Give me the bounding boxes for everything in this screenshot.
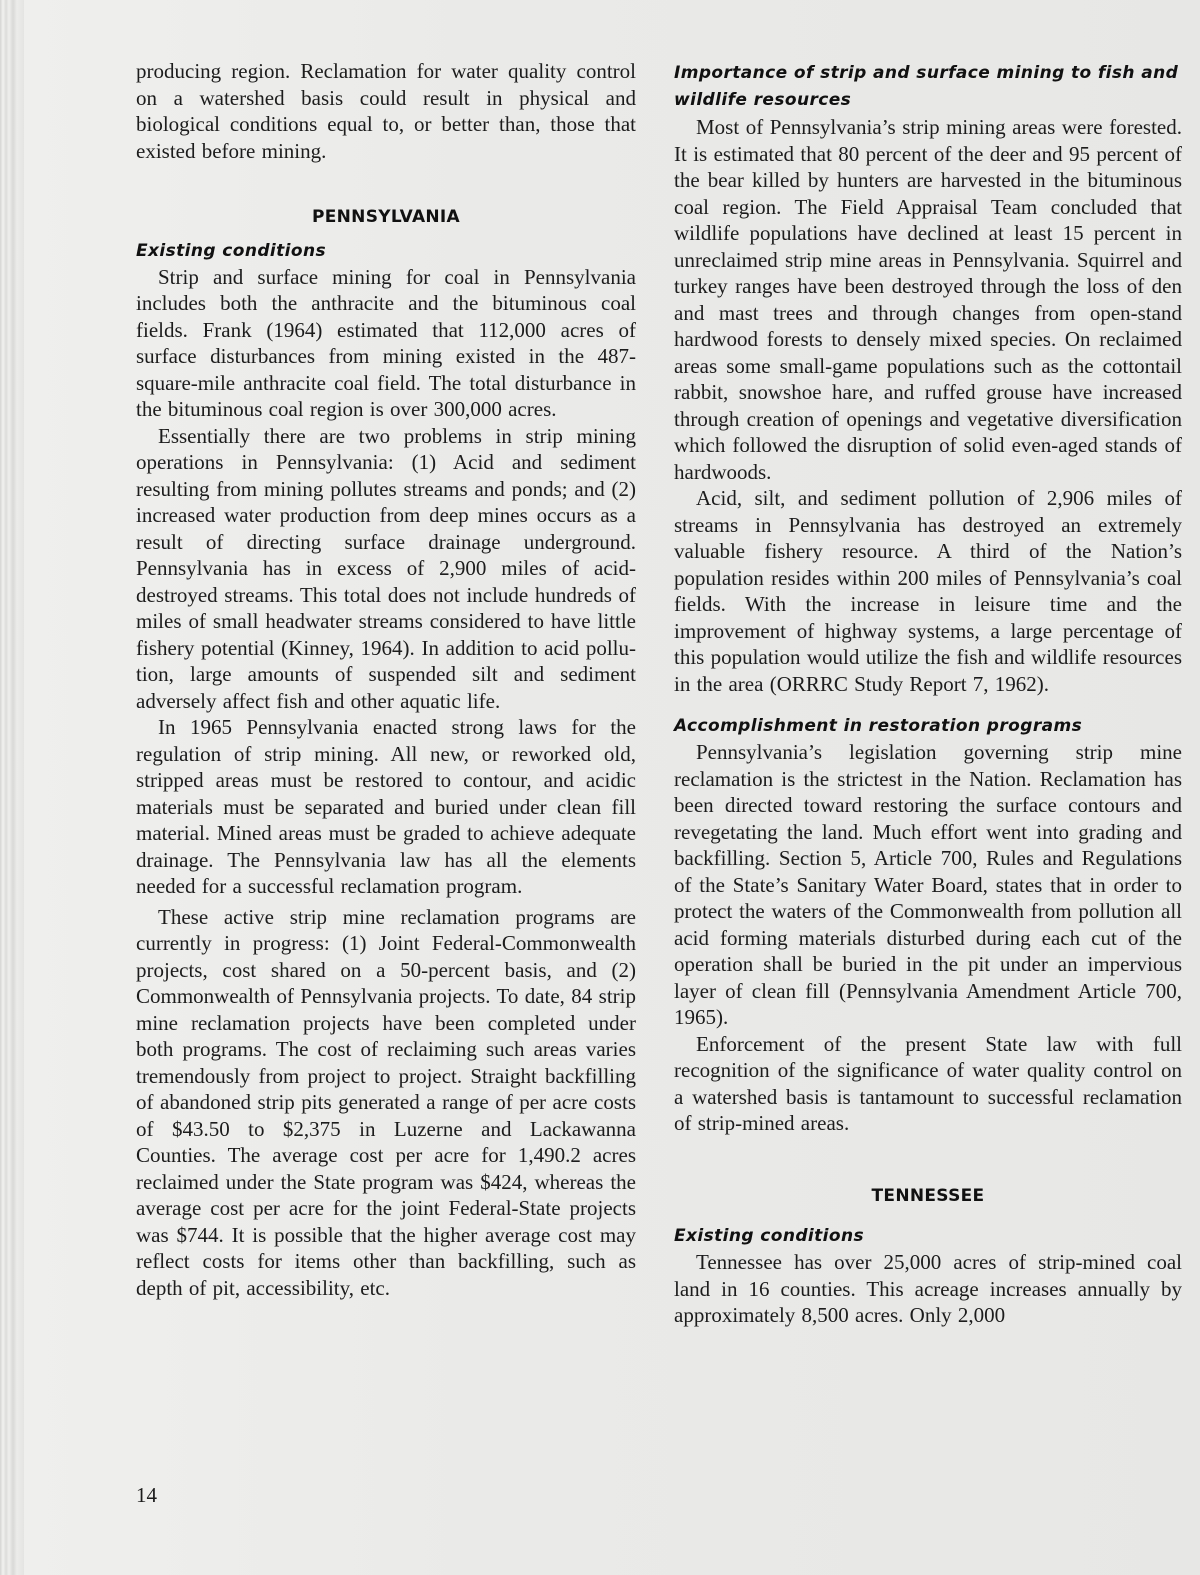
paragraph: Essentially there are two problems in strip mining operations in Pennsylvania: (1) Acid and sediment resulting from mining pollutes streams and ponds; and (2) increased water production from deep mines occurs as a result of directing surface drainage underground. Pennsylvania has in excess of 2,900 miles of acid-destroyed streams. This total does not include hundreds of miles of small headwater streams considered to have little fishery potential (Kinney, 1964). In addition to acid pollution, large amounts of suspended silt and sediment adversely affect fish and other aquatic life. bbox=[136, 423, 636, 713]
right-column bbox=[674, 60, 1182, 1329]
subheading-existing-conditions: Existing conditions bbox=[136, 240, 326, 261]
subheading-importance-fish-wildlife: Importance of strip and surface mining to fish and wildlife resources bbox=[674, 63, 1179, 110]
left-column bbox=[136, 58, 636, 1301]
state-heading-tennessee: TENNESSEE bbox=[871, 1185, 985, 1206]
opening-paragraph: producing region. Reclamation for water quality control on a watershed basis could result in physical and biological conditions equal to, or better than, those that existed before mining. bbox=[136, 59, 636, 163]
subheading-existing-conditions-tennessee: Existing conditions bbox=[674, 1226, 864, 1246]
subheading-accomplishment-restoration: Accomplishment in restoration programs bbox=[674, 716, 1083, 736]
paragraph: These active strip mine reclamation programs are currently in progress: (1) Joint Federal-Commonwealth projects, cost shared on a 50-percent basis, and (2) Commonwealth of Pennsylvania projects. To date, 84 strip mine reclamation projects have been completed under both programs. The cost of reclaiming such areas varies tremendously from project to project. Straight backfilling of abandoned strip pits generated a range of per acre costs of $43.50 to $2,375 in Luzerne and Lackawanna Counties. The average cost per acre for 1,490.2 acres reclaimed under the State program was $424, whereas the average cost per acre for the joint Federal-State projects was $744. It is possible that the higher average cost may reflect costs for items other than backfilling, such as depth of pit, accessibility, etc. bbox=[136, 904, 636, 1300]
paragraph: Acid, silt, and sediment pollution of 2,906 miles of streams in Pennsylvania has destroyed an extremely valuable fishery resource. A third of the Nation’s population resides within 200 miles of Pennsylvania’s coal fields. With the increase in leisure time and the improvement of highway systems, a large percentage of this population would utilize the fish and wildlife resources in the area (ORRRC Study Report 7, 1962). bbox=[674, 486, 1182, 696]
paragraph: Tennessee has over 25,000 acres of strip-mined coal land in 16 counties. This acreage increases annually by approximately 8,500 acres. Only 2,000 bbox=[674, 1250, 1182, 1327]
page-number: 14 bbox=[136, 1483, 157, 1507]
state-heading-pennsylvania: PENNSYLVANIA bbox=[311, 207, 461, 227]
paragraph: Most of Pennsylvania’s strip mining areas were forested. It is estimated that 80 percent of the deer and 95 percent of the bear killed by hunters are harvested in the bituminous coal region. The Field Appraisal Team concluded that wildlife populations have declined at least 15 percent in unreclaimed strip mine areas in Pennsylvania. Squirrel and turkey ranges have been destroyed through the loss of den and mast trees and through changes from open-stand hardwood forests to densely mixed species. On reclaimed areas some small-game populations such as the cottontail rabbit, snowshoe hare, and ruffed grouse have increased through creation of openings and vegetative diversification which followed the disruption of solid even-aged stands of hardwoods. bbox=[674, 115, 1182, 484]
page-binding-edge bbox=[0, 0, 24, 1575]
paragraph: Enforcement of the present State law with full recognition of the significance of water quality control on a watershed basis is tantamount to successful reclamation of strip-mined areas. bbox=[674, 1031, 1182, 1135]
paragraph: In 1965 Pennsylvania enacted strong laws for the regulation of strip mining. All new, or reworked old, stripped areas must be restored to contour, and acidic materials must be separated and buried under clean fill material. Mined areas must be graded to achieve adequate drainage. The Pennsylvania law has all the elements needed for a successful reclamation program. bbox=[136, 715, 636, 898]
paragraph: Pennsylvania’s legislation governing strip mine reclamation is the strictest in the Nation. Reclamation has been directed toward restoring the surface contours and revegetating the land. Much effort went into grading and backfilling. Section 5, Article 700, Rules and Regulations of the State’s Sanitary Water Board, states that in order to protect the waters of the Commonwealth from pollution all acid forming materials disturbed during each cut of the operation shall be buried in the pit under an impervious layer of clean fill (Pennsylvania Amendment Article 700, 1965). bbox=[674, 740, 1182, 1029]
paragraph: Strip and surface mining for coal in Pennsylvania includes both the anthracite and the bituminous coal fields. Frank (1964) estimated that 112,000 acres of surface disturbances from mining existed in the 487-square-mile anthracite coal field. The total disturbance in the bituminous coal region is over 300,000 acres. bbox=[136, 264, 636, 421]
